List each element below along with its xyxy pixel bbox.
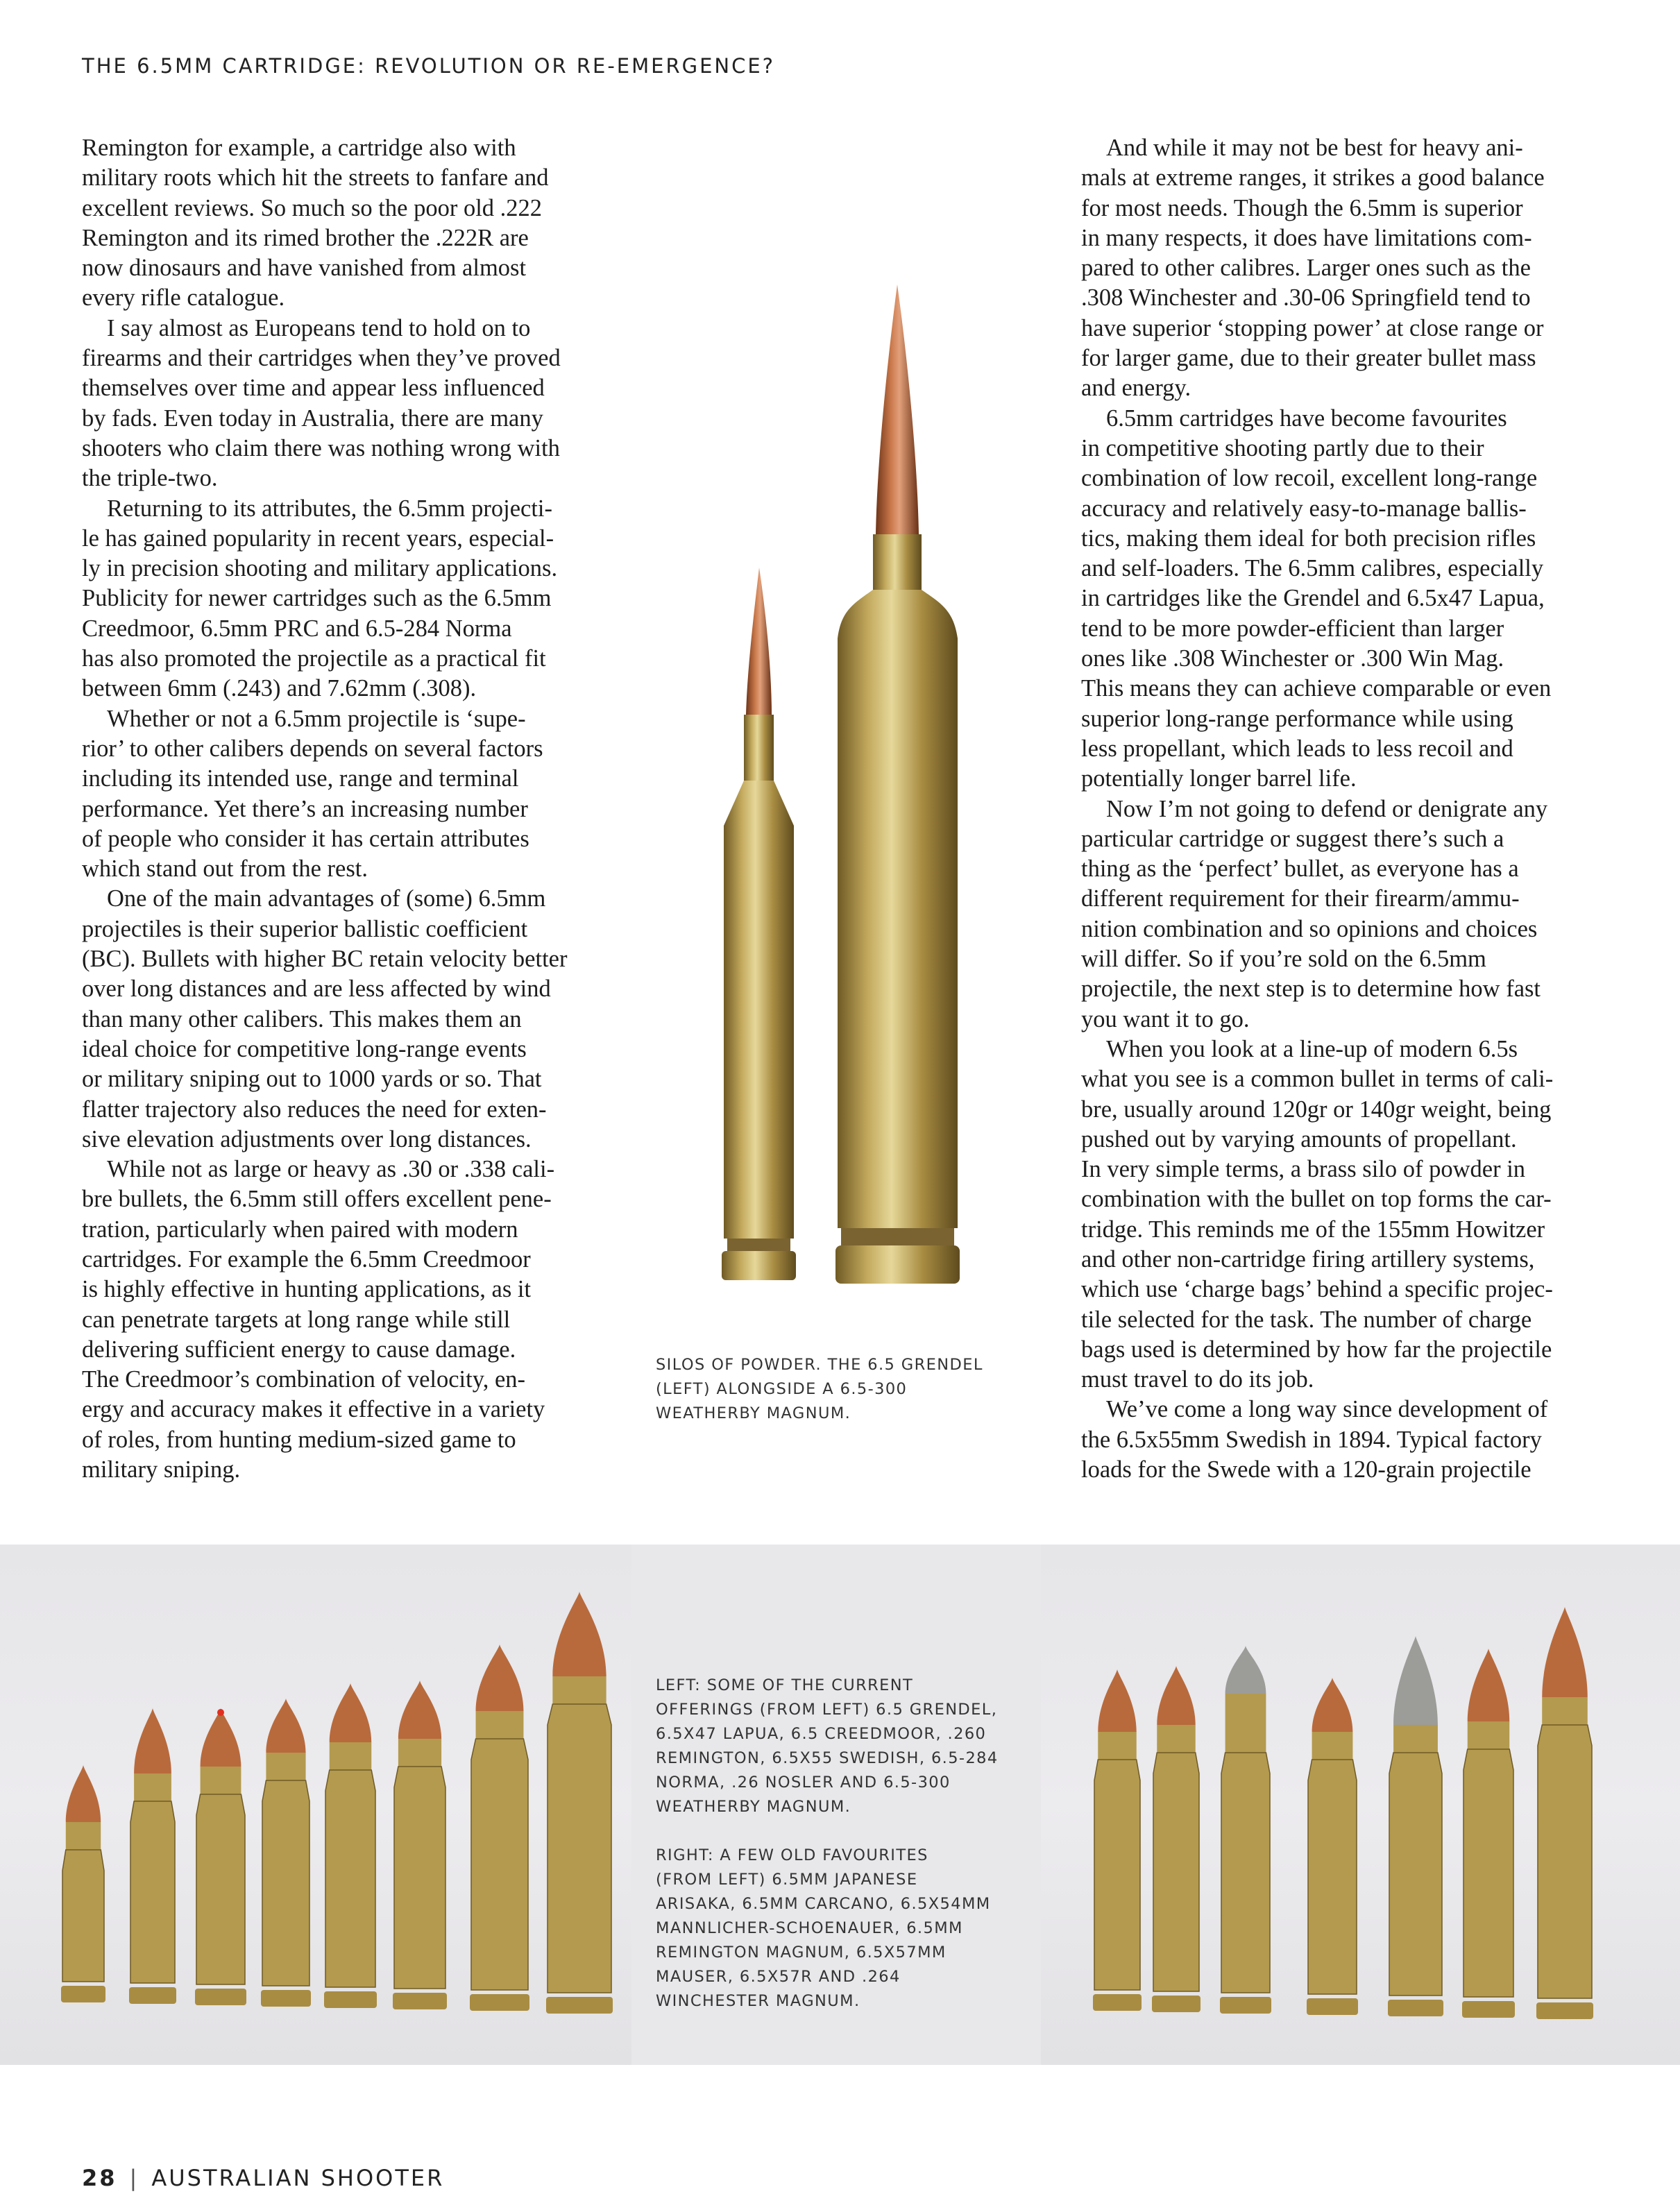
cartridge-comparison-photo — [633, 278, 980, 1339]
cartridge — [129, 1708, 176, 2004]
body-line: ergy and accuracy makes it effective in a variety — [82, 1396, 545, 1423]
body-line: which stand out from the rest. — [82, 856, 368, 883]
cartridge — [1462, 1649, 1515, 2018]
body-line: loads for the Swede with a 120-grain projectile — [1081, 1456, 1531, 1483]
body-line: or military sniping out to 1000 yards or so. That — [82, 1066, 542, 1093]
cartridge — [61, 1765, 105, 2002]
caption-line: REMINGTON, 6.5X55 SWEDISH, 6.5-284 — [656, 1749, 999, 1767]
caption-line: OFFERINGS (FROM LEFT) 6.5 GRENDEL, — [656, 1701, 998, 1719]
body-line: different requirement for their firearm/ammu- — [1081, 885, 1520, 912]
body-line: particular cartridge or suggest there’s such a — [1081, 825, 1504, 852]
left-body-column — [82, 133, 623, 1485]
body-line: Publicity for newer cartridges such as the 6.5mm — [82, 585, 552, 612]
body-line: of people who consider it has certain attributes — [82, 825, 529, 852]
body-line: firearms and their cartridges when they’ve proved — [82, 345, 561, 372]
body-line: bre, usually around 120gr or 140gr weight, being — [1081, 1096, 1552, 1123]
cartridge — [546, 1592, 613, 2014]
caption-line: WINCHESTER MAGNUM. — [656, 1992, 860, 2010]
body-line: One of the main advantages of (some) 6.5mm — [107, 885, 546, 912]
body-line: the 6.5x55mm Swedish in 1894. Typical factory — [1081, 1426, 1542, 1453]
body-line: what you see is a common bullet in terms of cali- — [1081, 1066, 1554, 1093]
body-line: in many respects, it does have limitations com- — [1081, 224, 1532, 251]
body-line: I say almost as Europeans tend to hold on to — [107, 314, 531, 341]
cartridge — [470, 1644, 529, 2011]
cartridge — [1307, 1678, 1358, 2015]
body-line: sive elevation adjustments over long distances. — [82, 1125, 532, 1152]
caption-line: WEATHERBY MAGNUM. — [656, 1798, 851, 1816]
body-line: for larger game, due to their greater bullet mass — [1081, 345, 1536, 372]
old-favourites-photo — [1041, 1545, 1680, 2065]
body-line: projectile, the next step is to determine how fast — [1081, 976, 1541, 1003]
caption-line: MANNLICHER-SCHOENAUER, 6.5MM — [656, 1919, 963, 1937]
body-line: is highly effective in hunting applications, as it — [82, 1276, 532, 1303]
body-line: have superior ‘stopping power’ at close range or — [1081, 314, 1544, 341]
body-line: military roots which hit the streets to fanfare and — [82, 164, 549, 192]
publication-name: AUSTRALIAN SHOOTER — [151, 2165, 445, 2191]
body-line: over long distances and are less affected by wind — [82, 976, 551, 1003]
body-line: must travel to do its job. — [1081, 1366, 1314, 1393]
caption-line: REMINGTON MAGNUM, 6.5X57MM — [656, 1943, 947, 1962]
body-line: tile selected for the task. The number of charge — [1081, 1306, 1532, 1333]
body-line: And while it may not be best for heavy ani- — [1106, 135, 1523, 161]
body-line: which use ‘charge bags’ behind a specific projec- — [1081, 1276, 1553, 1303]
caption-line: RIGHT: A FEW OLD FAVOURITES — [656, 1846, 928, 1864]
body-line: flatter trajectory also reduces the need for exten- — [82, 1096, 547, 1123]
body-line: pared to other calibres. Larger ones such as the — [1081, 255, 1531, 282]
body-line: When you look at a line-up of modern 6.5s — [1106, 1035, 1518, 1062]
body-line: than many other calibers. This makes them an — [82, 1005, 522, 1032]
body-line: This means they can achieve comparable or even — [1081, 675, 1552, 702]
body-line: bre bullets, the 6.5mm still offers excellent pene- — [82, 1186, 552, 1213]
cartridge — [1152, 1666, 1200, 2012]
body-line: ideal choice for competitive long-range events — [82, 1035, 527, 1062]
caption-line: WEATHERBY MAGNUM. — [656, 1404, 851, 1422]
body-line: has also promoted the projectile as a practical fit — [82, 645, 546, 672]
caption-line: LEFT: SOME OF THE CURRENT — [656, 1676, 914, 1694]
body-line: ones like .308 Winchester or .300 Win Mag. — [1081, 645, 1504, 672]
body-line: every rifle catalogue. — [82, 284, 285, 312]
body-line: between 6mm (.243) and 7.62mm (.308). — [82, 675, 477, 702]
body-line: shooters who claim there was nothing wrong with — [82, 434, 560, 461]
body-line: We’ve come a long way since development of — [1106, 1396, 1548, 1423]
caption-line: (LEFT) ALONGSIDE A 6.5-300 — [656, 1380, 908, 1398]
body-line: Remington and its rimed brother the .222R are — [82, 224, 529, 251]
body-line: themselves over time and appear less influenced — [82, 375, 545, 402]
caption-line: ARISAKA, 6.5MM CARCANO, 6.5X54MM — [656, 1895, 991, 1913]
caption-line: MAUSER, 6.5X57R AND .264 — [656, 1968, 901, 1986]
caption-line: 6.5X47 LAPUA, 6.5 CREEDMOOR, .260 — [656, 1725, 987, 1743]
cartridge — [324, 1683, 377, 2008]
body-line: Creedmoor, 6.5mm PRC and 6.5-284 Norma — [82, 615, 512, 642]
cartridge — [1388, 1636, 1443, 2016]
body-line: the triple-two. — [82, 465, 218, 492]
cartridge — [1536, 1607, 1593, 2019]
body-line: rior’ to other calibers depends on several factors — [82, 735, 543, 762]
cartridge — [393, 1681, 447, 2009]
cartridge — [1093, 1669, 1142, 2011]
body-line: including its intended use, range and terminal — [82, 765, 519, 792]
page-number: 28 — [82, 2165, 117, 2191]
body-line: .308 Winchester and .30-06 Springfield tend to — [1081, 284, 1531, 312]
body-line: cartridges. For example the 6.5mm Creedmoor — [82, 1245, 531, 1273]
body-line: will differ. So if you’re sold on the 6.5mm — [1081, 946, 1486, 973]
cartridge — [261, 1699, 311, 2007]
body-line: tics, making them ideal for both precision rifles — [1081, 525, 1536, 552]
body-line: excellent reviews. So much so the poor old .222 — [82, 194, 543, 221]
weatherby-magnum-cartridge — [835, 284, 960, 1284]
grendel-cartridge — [722, 568, 796, 1280]
body-line: accuracy and relatively easy-to-manage ballis- — [1081, 495, 1527, 522]
body-line: in cartridges like the Grendel and 6.5x47 Lapua, — [1081, 585, 1545, 612]
page-footer — [82, 2165, 444, 2191]
body-line: and energy. — [1081, 375, 1191, 402]
body-line: Returning to its attributes, the 6.5mm projecti- — [107, 495, 552, 522]
current-offerings-photo — [0, 1545, 631, 2065]
body-line: tration, particularly when paired with modern — [82, 1216, 518, 1243]
body-line: tend to be more powder-efficient than larger — [1081, 615, 1504, 642]
body-line: superior long-range performance while using — [1081, 705, 1513, 732]
body-line: less propellant, which leads to less recoil and — [1081, 735, 1513, 762]
caption-spacer — [656, 1819, 999, 1844]
cartridge — [195, 1708, 246, 2005]
body-line: for most needs. Though the 6.5mm is superior — [1081, 194, 1523, 221]
body-line: potentially longer barrel life. — [1081, 765, 1357, 792]
body-line: Whether or not a 6.5mm projectile is ‘supe- — [107, 705, 526, 732]
body-line: pushed out by varying amounts of propellant. — [1081, 1125, 1517, 1152]
body-line: and self-loaders. The 6.5mm calibres, especially — [1081, 555, 1544, 582]
body-line: While not as large or heavy as .30 or .338 cali- — [107, 1156, 555, 1183]
body-line: by fads. Even today in Australia, there are many — [82, 405, 543, 432]
body-line: performance. Yet there’s an increasing number — [82, 795, 528, 822]
body-line: 6.5mm cartridges have become favourites — [1106, 405, 1507, 432]
body-line: and other non-cartridge firing artillery systems, — [1081, 1245, 1535, 1273]
footer-separator: | — [129, 2165, 139, 2191]
body-line: in competitive shooting partly due to their — [1081, 434, 1484, 461]
body-line: delivering sufficient energy to cause damage. — [82, 1336, 516, 1363]
body-line: (BC). Bullets with higher BC retain velocity better — [82, 946, 568, 973]
caption-line: (FROM LEFT) 6.5MM JAPANESE — [656, 1871, 918, 1889]
body-line: now dinosaurs and have vanished from almost — [82, 255, 527, 282]
body-line: you want it to go. — [1081, 1005, 1250, 1032]
body-line: Now I’m not going to defend or denigrate any — [1106, 795, 1548, 822]
body-line: bags used is determined by how far the projectile — [1081, 1336, 1552, 1363]
caption-line: SILOS OF POWDER. THE 6.5 GRENDEL — [656, 1356, 983, 1374]
body-line: combination of low recoil, excellent long-range — [1081, 465, 1538, 492]
body-line: thing as the ‘perfect’ bullet, as everyone has a — [1081, 856, 1519, 883]
lineup-caption — [656, 1674, 999, 2014]
body-line: projectiles is their superior ballistic coefficient — [82, 915, 528, 942]
body-line: le has gained popularity in recent years, especial- — [82, 525, 554, 552]
body-line: In very simple terms, a brass silo of powder in — [1081, 1156, 1526, 1183]
body-line: The Creedmoor’s combination of velocity, en- — [82, 1366, 526, 1393]
silos-caption — [656, 1353, 983, 1426]
body-line: of roles, from hunting medium-sized game to — [82, 1426, 516, 1453]
body-line: combination with the bullet on top forms the car- — [1081, 1186, 1552, 1213]
body-line: Remington for example, a cartridge also with — [82, 135, 516, 161]
cartridge — [1220, 1646, 1271, 2014]
body-line: mals at extreme ranges, it strikes a good balance — [1081, 164, 1545, 192]
body-line: can penetrate targets at long range while still — [82, 1306, 511, 1333]
body-line: military sniping. — [82, 1456, 241, 1483]
right-body-column — [1081, 133, 1622, 1485]
body-line: tridge. This reminds me of the 155mm Howitzer — [1081, 1216, 1545, 1243]
body-line: ly in precision shooting and military applications. — [82, 555, 558, 582]
body-line: nition combination and so opinions and choices — [1081, 915, 1538, 942]
caption-line: NORMA, .26 NOSLER AND 6.5-300 — [656, 1773, 951, 1792]
running-title: THE 6.5MM CARTRIDGE: REVOLUTION OR RE-EMERGENCE? — [82, 54, 776, 78]
